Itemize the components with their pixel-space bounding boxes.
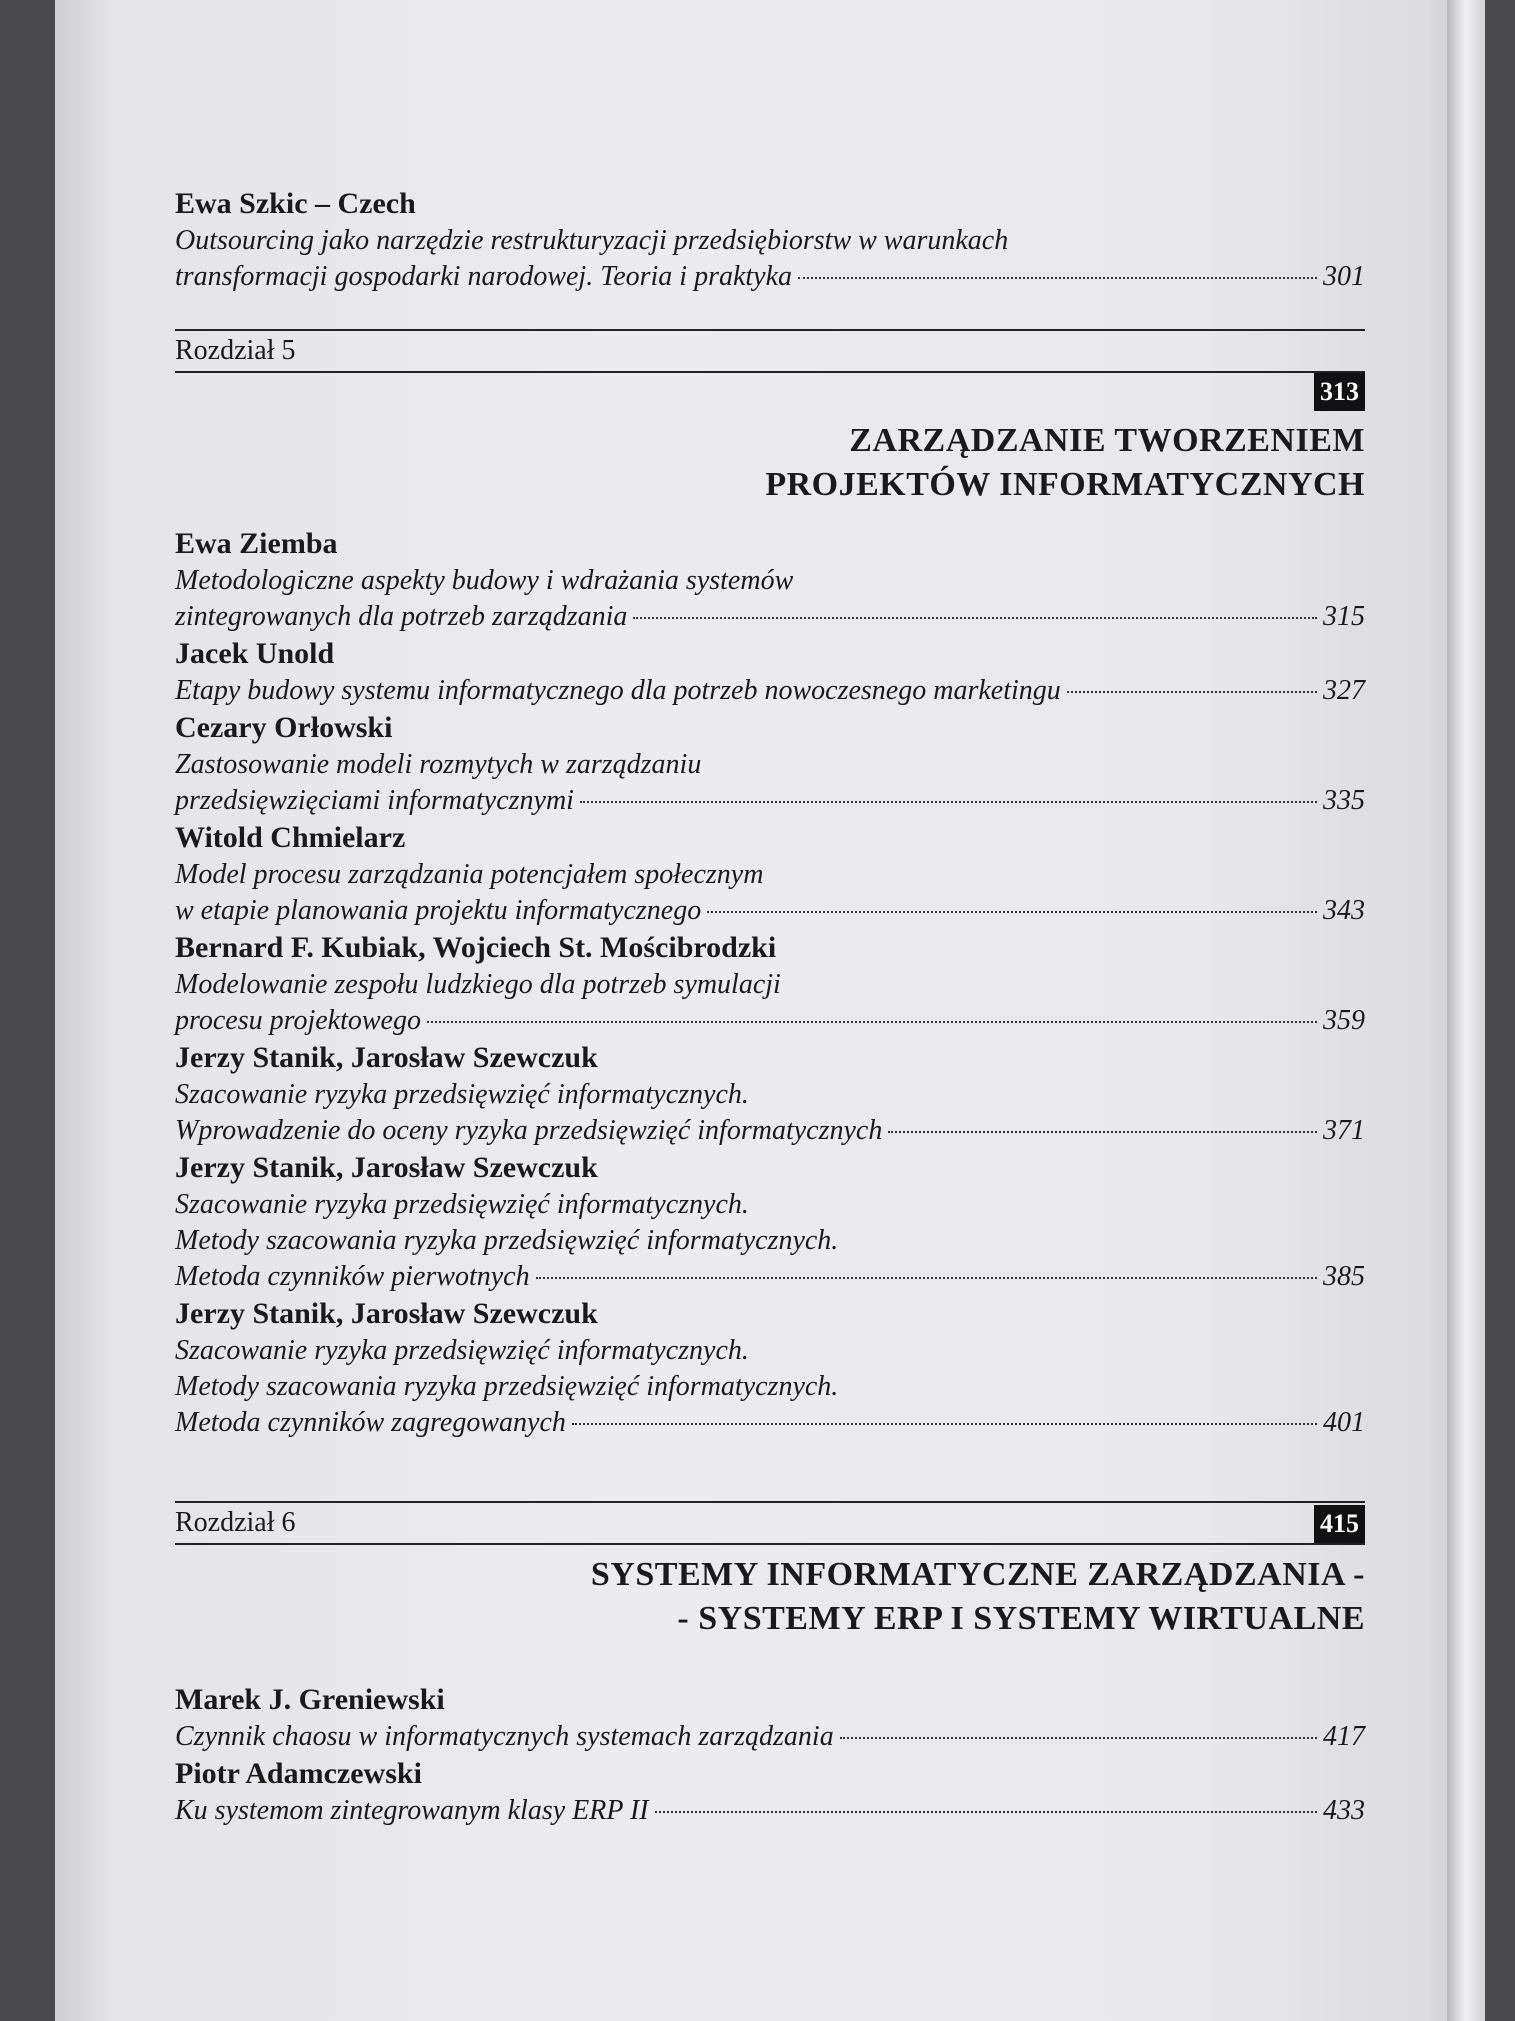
page-number: 327	[1323, 675, 1365, 706]
chapter-title-line: SYSTEMY INFORMATYCZNE ZARZĄDZANIA -	[590, 1556, 1365, 1593]
entry-title-line: transformacji gospodarki narodowej. Teoria i praktyka	[175, 261, 793, 292]
entry-title-line: zintegrowanych dla potrzeb zarządzania	[175, 601, 628, 632]
book-page	[55, 0, 1485, 2021]
chapter-rule	[175, 1543, 1365, 1545]
toc-entry	[175, 1755, 1365, 1829]
entry-title-leader	[175, 783, 1365, 819]
page-number: 335	[1323, 785, 1365, 816]
entry-title-line: Wprowadzenie do oceny ryzyka przedsięwzięć informatycznych	[175, 1115, 883, 1146]
chapter-title-line: ZARZĄDZANIE TWORZENIEM	[849, 422, 1365, 459]
dot-leader	[888, 1131, 1317, 1133]
entry-author: Ewa Ziemba	[175, 527, 338, 560]
entry-author: Cezary Orłowski	[175, 711, 393, 744]
entry-title-line: Czynnik chaosu w informatycznych systemach zarządzania	[175, 1721, 834, 1752]
dot-leader	[427, 1021, 1317, 1023]
toc-entry	[175, 819, 1365, 929]
dot-leader	[536, 1277, 1317, 1279]
entry-title-leader	[175, 599, 1365, 635]
page-number: 359	[1323, 1005, 1365, 1036]
chapter-header	[175, 331, 1365, 371]
entry-title-line: Outsourcing jako narzędzie restrukturyzacji przedsiębiorstw w warunkach	[175, 225, 1009, 256]
entry-author: Jacek Unold	[175, 637, 335, 670]
entry-title-leader	[175, 1259, 1365, 1295]
dot-leader	[707, 911, 1317, 913]
entry-author: Piotr Adamczewski	[175, 1757, 422, 1790]
dot-leader	[572, 1423, 1317, 1425]
toc-entry	[175, 1149, 1365, 1295]
entry-author: Jerzy Stanik, Jarosław Szewczuk	[175, 1041, 598, 1074]
entry-title-leader	[175, 1793, 1365, 1829]
entry-title-leader	[175, 893, 1365, 929]
dot-leader	[840, 1737, 1317, 1739]
chapter-page-badge: 313	[1314, 373, 1365, 411]
entry-author: Jerzy Stanik, Jarosław Szewczuk	[175, 1297, 598, 1330]
entry-title-leader	[175, 259, 1365, 295]
chapter-page-badge: 415	[1314, 1505, 1365, 1543]
entry-title-leader	[175, 1113, 1365, 1149]
entry-title-line: Szacowanie ryzyka przedsięwzięć informatycznych.	[175, 1335, 749, 1366]
dot-leader	[580, 801, 1317, 803]
entry-author: Ewa Szkic – Czech	[175, 187, 416, 220]
entry-title-line: w etapie planowania projektu informatycznego	[175, 895, 702, 926]
page-edge	[1447, 0, 1485, 2021]
chapter-header	[175, 1503, 1365, 1543]
entry-author: Bernard F. Kubiak, Wojciech St. Mościbrodzki	[175, 931, 777, 964]
chapter-title-line: - SYSTEMY ERP I SYSTEMY WIRTUALNE	[677, 1600, 1365, 1637]
page-number: 401	[1323, 1407, 1365, 1438]
page-number: 371	[1323, 1115, 1365, 1146]
chapter-title	[175, 419, 1365, 507]
toc-entry	[175, 929, 1365, 1039]
toc-entry	[175, 525, 1365, 635]
entry-title-leader	[175, 1003, 1365, 1039]
chapter-title-line: PROJEKTÓW INFORMATYCZNYCH	[765, 466, 1365, 503]
page-number: 385	[1323, 1261, 1365, 1292]
page-number: 301	[1323, 261, 1365, 292]
chapter-entries	[175, 525, 1365, 1441]
toc-entry	[175, 709, 1365, 819]
toc-entry	[175, 1295, 1365, 1441]
entry-title-line: Metoda czynników pierwotnych	[175, 1261, 530, 1292]
entry-author: Witold Chmielarz	[175, 821, 406, 854]
chapter-6	[175, 1501, 1365, 1829]
toc-entry	[175, 185, 1365, 295]
page-number: 433	[1323, 1795, 1365, 1826]
entry-title-line: Ku systemom zintegrowanym klasy ERP II	[175, 1795, 649, 1826]
chapter-badge-row	[175, 373, 1365, 411]
entry-title-line: Modelowanie zespołu ludzkiego dla potrzeb symulacji	[175, 969, 781, 1000]
chapter-entries	[175, 1681, 1365, 1829]
toc-entry	[175, 1681, 1365, 1755]
entry-title-line: Szacowanie ryzyka przedsięwzięć informatycznych.	[175, 1079, 749, 1110]
toc-entry	[175, 635, 1365, 709]
dot-leader	[1067, 691, 1317, 693]
page-number: 343	[1323, 895, 1365, 926]
entry-title-line: Etapy budowy systemu informatycznego dla potrzeb nowoczesnego marketingu	[175, 675, 1061, 706]
entry-title-line: Model procesu zarządzania potencjałem społecznym	[175, 859, 764, 890]
page-number: 417	[1323, 1721, 1365, 1752]
entry-title-leader	[175, 1719, 1365, 1755]
entry-title-line: Metody szacowania ryzyka przedsięwzięć informatycznych.	[175, 1225, 839, 1256]
toc-content	[175, 185, 1365, 1829]
chapter-label: Rozdział 6	[175, 1507, 296, 1538]
chapter-title	[175, 1553, 1365, 1641]
entry-title-leader	[175, 673, 1365, 709]
entry-title-line: Metody szacowania ryzyka przedsięwzięć informatycznych.	[175, 1371, 839, 1402]
dot-leader	[633, 617, 1317, 619]
entry-title-line: procesu projektowego	[175, 1005, 421, 1036]
entry-title-line: przedsięwzięciami informatycznymi	[175, 785, 574, 816]
entry-title-line: Szacowanie ryzyka przedsięwzięć informatycznych.	[175, 1189, 749, 1220]
entry-title-leader	[175, 1405, 1365, 1441]
chapter-label: Rozdział 5	[175, 335, 296, 366]
entry-title-line: Metodologiczne aspekty budowy i wdrażania systemów	[175, 565, 794, 596]
entry-title-line: Metoda czynników zagregowanych	[175, 1407, 566, 1438]
toc-entry	[175, 1039, 1365, 1149]
page-number: 315	[1323, 601, 1365, 632]
dot-leader	[655, 1811, 1317, 1813]
dot-leader	[798, 277, 1317, 279]
entry-title-line: Zastosowanie modeli rozmytych w zarządzaniu	[175, 749, 702, 780]
entry-author: Marek J. Greniewski	[175, 1683, 445, 1716]
entry-author: Jerzy Stanik, Jarosław Szewczuk	[175, 1151, 598, 1184]
chapter-5	[175, 329, 1365, 1441]
